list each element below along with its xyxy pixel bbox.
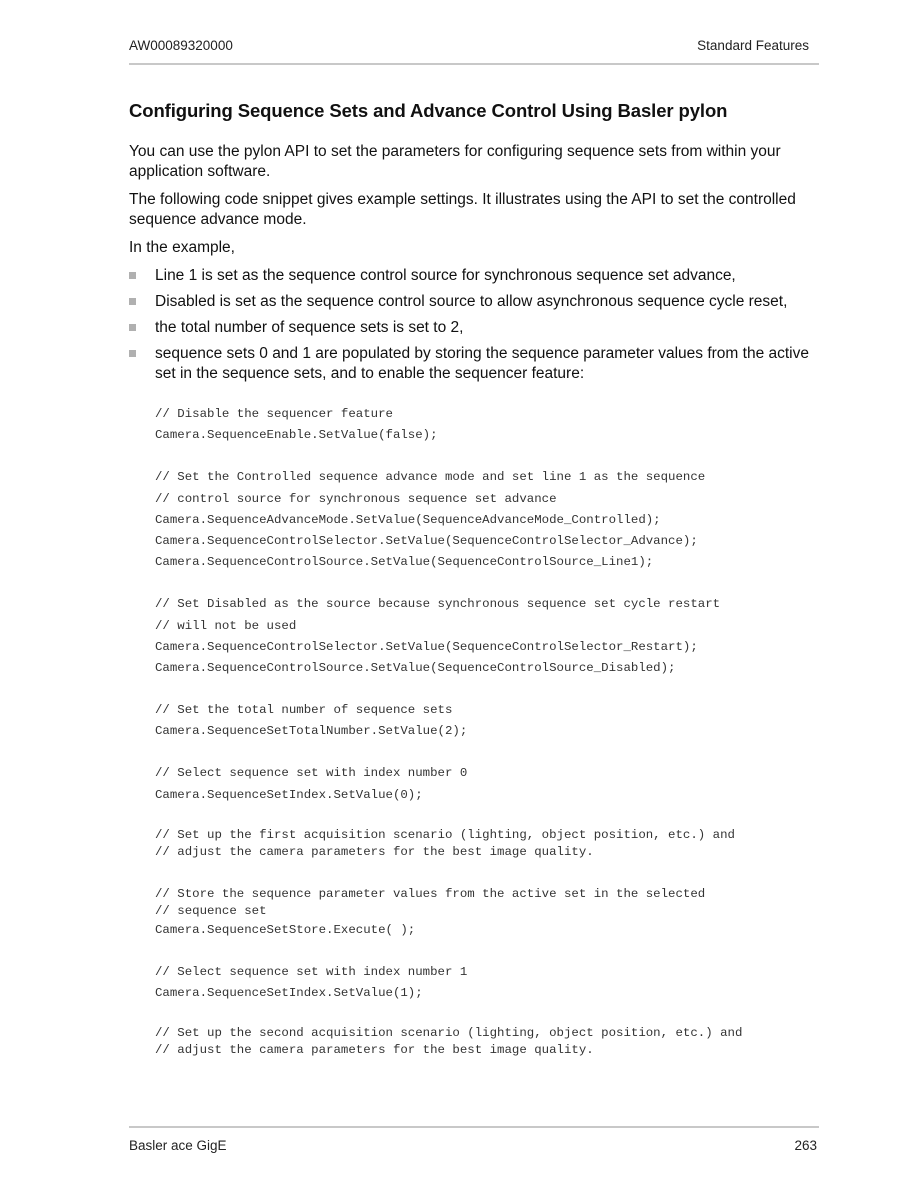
- square-bullet-icon: [129, 272, 136, 279]
- intro-paragraph: You can use the pylon API to set the parameters for configuring sequence sets from within your application software.: [129, 143, 781, 180]
- code-line: // Set the Controlled sequence advance mode and set line 1 as the sequence: [155, 470, 706, 485]
- page-number: 263: [794, 1138, 817, 1153]
- code-line: // Disable the sequencer feature: [155, 407, 393, 421]
- code-line: // Set up the second acquisition scenario (lighting, object position, etc.) and: [155, 1026, 743, 1041]
- product-name: Basler ace GigE: [129, 1138, 227, 1153]
- bullet-list: [129, 266, 819, 384]
- list-item: Line 1 is set as the sequence control source for synchronous sequence set advance,: [129, 266, 819, 286]
- list-item: the total number of sequence sets is set to 2,: [129, 318, 819, 338]
- code-snippet: [155, 404, 815, 1059]
- document-id: AW00089320000: [129, 38, 233, 53]
- code-line: Camera.SequenceControlSource.SetValue(SequenceControlSource_Line1);: [155, 555, 654, 570]
- square-bullet-icon: [129, 298, 136, 305]
- body-text: [129, 142, 819, 390]
- code-line: Camera.SequenceSetStore.Execute( );: [155, 922, 416, 937]
- code-line: Camera.SequenceSetTotalNumber.SetValue(2);: [155, 724, 468, 739]
- code-line: Camera.SequenceControlSelector.SetValue(SequenceControlSelector_Restart);: [155, 639, 698, 654]
- square-bullet-icon: [129, 324, 136, 331]
- code-line: Camera.SequenceControlSource.SetValue(SequenceControlSource_Disabled);: [155, 660, 676, 675]
- code-line: Camera.SequenceAdvanceMode.SetValue(SequenceAdvanceMode_Controlled);: [155, 512, 661, 527]
- code-line: // Set the total number of sequence sets: [155, 703, 453, 718]
- example-lead-paragraph: In the example,: [129, 239, 235, 256]
- code-line: Camera.SequenceSetIndex.SetValue(1);: [155, 986, 423, 1001]
- code-line: // sequence set: [155, 903, 267, 918]
- list-item: sequence sets 0 and 1 are populated by storing the sequence parameter values from the active set in the sequence sets, and to enable the sequencer feature:: [129, 344, 819, 384]
- snippet-description-paragraph: The following code snippet gives example settings. It illustrates using the API to set the controlled sequence advance mode.: [129, 191, 796, 228]
- code-line: // Select sequence set with index number 0: [155, 766, 468, 781]
- code-line: Camera.SequenceSetIndex.SetValue(0);: [155, 787, 423, 802]
- section-title: Configuring Sequence Sets and Advance Control Using Basler pylon: [129, 100, 728, 121]
- code-line: // Store the sequence parameter values from the active set in the selected: [155, 886, 706, 901]
- code-line: // Set up the first acquisition scenario (lighting, object position, etc.) and: [155, 827, 735, 842]
- code-line: Camera.SequenceEnable.SetValue(false);: [155, 428, 438, 443]
- section-name: Standard Features: [697, 38, 809, 53]
- code-line: Camera.SequenceControlSelector.SetValue(SequenceControlSelector_Advance);: [155, 533, 698, 548]
- square-bullet-icon: [129, 350, 136, 357]
- code-line: // adjust the camera parameters for the best image quality.: [155, 1043, 594, 1058]
- footer-divider: [129, 1126, 819, 1128]
- list-item: Disabled is set as the sequence control source to allow asynchronous sequence cycle reset,: [129, 292, 819, 312]
- code-line: // adjust the camera parameters for the best image quality.: [155, 844, 594, 859]
- header-divider: [129, 63, 819, 65]
- code-line: // Set Disabled as the source because synchronous sequence set cycle restart: [155, 597, 721, 612]
- code-line: // control source for synchronous sequence set advance: [155, 491, 557, 506]
- code-line: // will not be used: [155, 618, 297, 633]
- code-line: // Select sequence set with index number 1: [155, 965, 468, 979]
